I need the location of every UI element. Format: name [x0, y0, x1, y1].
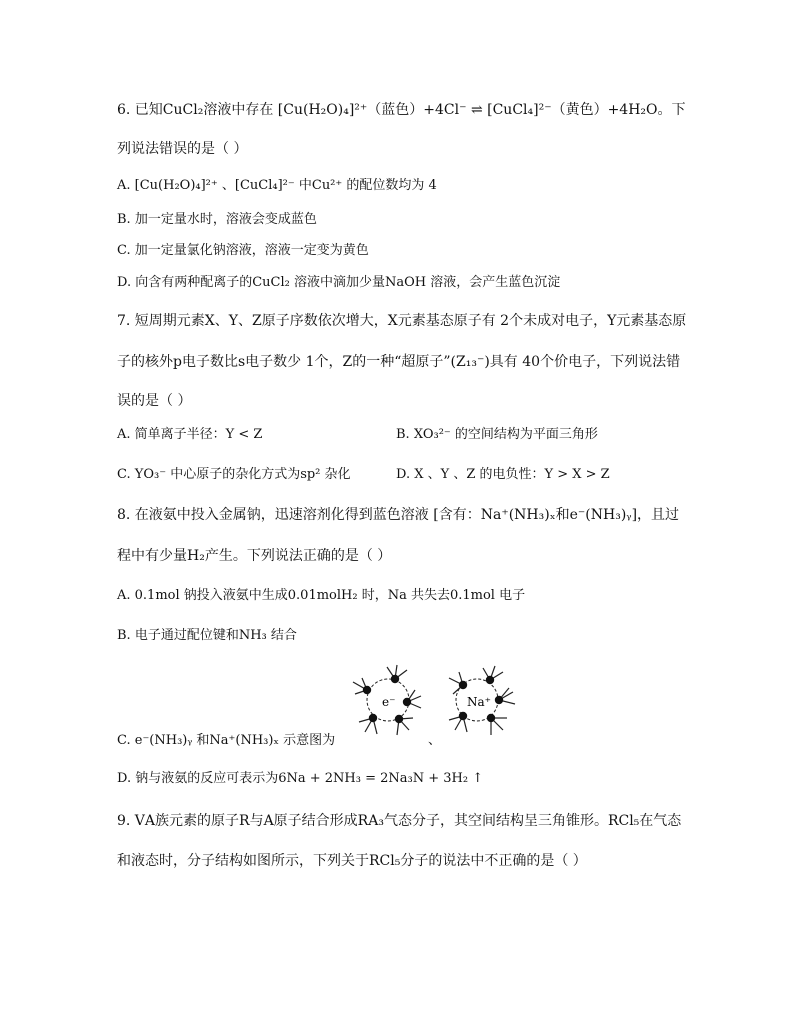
q6-option-d: D. 向含有两种配离子的CuCl₂ 溶液中滴加少量NaOH 溶液，会产生蓝色沉淀 — [117, 275, 561, 290]
q7-option-b: B. XO₃²⁻ 的空间结构为平面三角形 — [396, 427, 598, 442]
q7-option-c: C. YO₃⁻ 中心原子的杂化方式为sp² 杂化 — [117, 467, 351, 482]
q7-stem-line1: 7. 短周期元素X、Y、Z原子序数依次增大，X元素基态原子有 2个未成对电子，Y元素基态原 — [117, 313, 687, 329]
q7-option-a: A. 简单离子半径：Y < Z — [117, 427, 263, 442]
q6-stem-line2: 列说法错误的是（ ） — [117, 141, 248, 157]
q6-option-a: A. [Cu(H₂O)₄]²⁺ 、[CuCl₄]²⁻ 中Cu²⁺ 的配位数均为 4 — [117, 178, 437, 193]
solvated-ion-diagram — [345, 660, 535, 742]
q8-stem-line1: 8. 在液氨中投入金属钠，迅速溶剂化得到蓝色溶液 [含有：Na⁺(NH₃)ₓ和e⁻(NH₃)ᵧ]，且过 — [117, 507, 680, 523]
electron-cluster — [353, 665, 421, 735]
sodium-cluster — [449, 666, 515, 735]
q6-option-c: C. 加一定量氯化钠溶液，溶液一定变为黄色 — [117, 243, 369, 258]
q8-option-c-tail: 、 — [428, 733, 442, 748]
q8-option-c: C. e⁻(NH₃)ᵧ 和Na⁺(NH₃)ₓ 示意图为 — [117, 733, 336, 748]
q7-stem-line3: 误的是（ ） — [117, 393, 192, 409]
q8-stem-line2: 程中有少量H₂产生。下列说法正确的是（ ） — [117, 548, 392, 564]
electron-label: e⁻ — [382, 695, 396, 709]
q7-stem-line2: 子的核外p电子数比s电子数少 1个，Z的一种“超原子”(Z₁₃⁻)具有 40个价电子，下列说法错 — [117, 354, 681, 370]
sodium-label: Na⁺ — [467, 695, 491, 709]
q9-stem-line1: 9. ⅤA族元素的原子R与A原子结合形成RA₃气态分子，其空间结构呈三角锥形。RCl₅在气态 — [117, 813, 682, 829]
q8-option-a: A. 0.1mol 钠投入液氨中生成0.01molH₂ 时，Na 共失去0.1mol 电子 — [117, 588, 526, 603]
q6-option-b: B. 加一定量水时，溶液会变成蓝色 — [117, 212, 317, 227]
q8-option-b: B. 电子通过配位键和NH₃ 结合 — [117, 628, 297, 643]
q6-stem-line1: 6. 已知CuCl₂溶液中存在 [Cu(H₂O)₄]²⁺（蓝色）+4Cl⁻ ⇌ [CuCl₄]²⁻（黄色）+4H₂O。下 — [117, 102, 686, 118]
q7-option-d: D. X 、Y 、Z 的电负性：Y > X > Z — [396, 467, 610, 482]
q8-option-d: D. 钠与液氨的反应可表示为6Na + 2NH₃ = 2Na₃N + 3H₂ ↑ — [117, 771, 484, 786]
q9-stem-line2: 和液态时，分子结构如图所示，下列关于RCl₅分子的说法中不正确的是（ ） — [117, 853, 587, 869]
